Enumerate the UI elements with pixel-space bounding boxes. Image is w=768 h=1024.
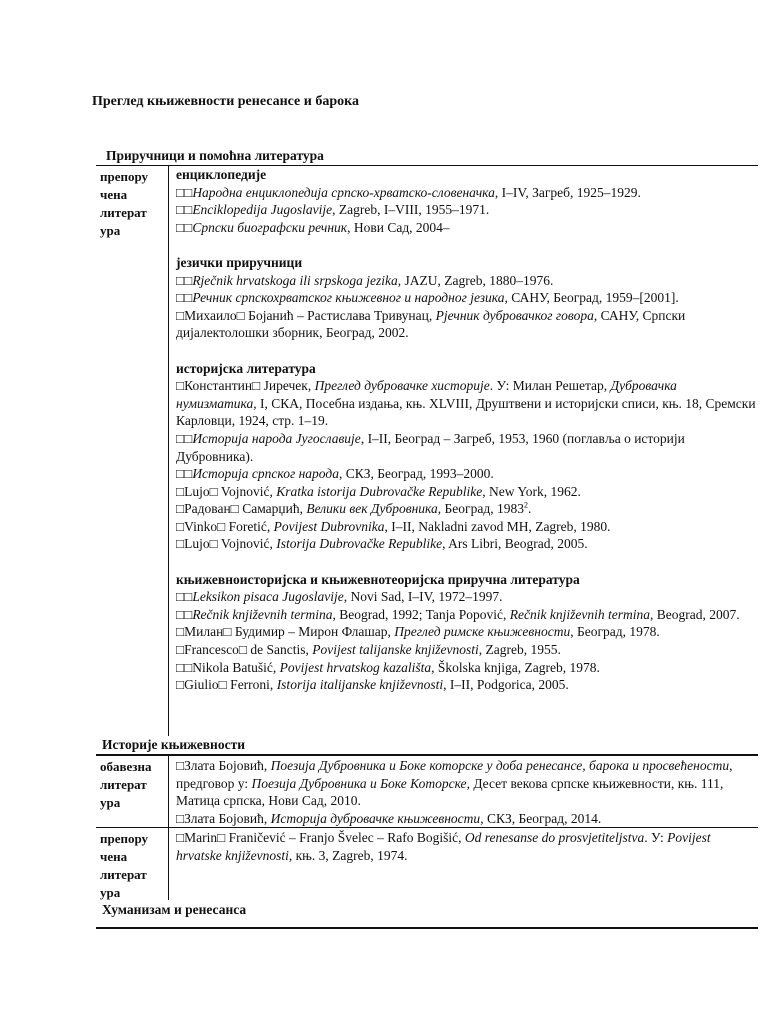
group-heading: енциклопедије — [176, 167, 267, 182]
entry-title: Дубровачка нумизматика — [176, 378, 677, 411]
entry-title: Речник српскохрватског књижевног и народног језика — [192, 290, 505, 306]
bibliography-entry: □Злата Бојовић, Историја дубровачке књижевности, СКЗ, Београд, 2014. — [176, 810, 602, 826]
table-column-divider — [168, 166, 169, 736]
bibliography-entry: □Marin□ Franičević – Franjo Švelec – Rafo Bogišić, Od renesanse do prosvjetiteljstva. У: Povijest hrvatske književnosti, књ. 3, Zagreb, 1974. — [176, 830, 711, 863]
group-spacer — [176, 236, 758, 254]
bibliography-entry: □Francesco□ de Sanctis, Povijest talijanske književnosti, Zagreb, 1955. — [176, 642, 561, 658]
entry-title: Историја дубровачке књижевности — [270, 810, 481, 826]
section-heading-histories: Историје књижевности — [102, 737, 245, 752]
entry-title: Rječnik hrvatskoga ili srpskoga jezika — [192, 272, 398, 288]
entry-title: Рјечник дубровачког говора — [435, 307, 594, 323]
entry-title: Српски биографски речник — [192, 219, 348, 235]
group-heading: језички приручници — [176, 254, 303, 270]
group-spacer — [176, 553, 758, 571]
row-label-required: обавезна литерат ура — [100, 759, 152, 810]
bibliography-entry: □Giulio□ Ferroni, Istorija italijanske književnosti, I–II, Podgorica, 2005. — [176, 677, 569, 693]
entry-title: Povijest Dubrovnika — [273, 518, 385, 534]
entry-title: Enciklopedija Jugoslavije — [192, 202, 333, 218]
table2-top-rule — [96, 754, 758, 756]
row-label-recommended: препору чена литерат ура — [100, 169, 149, 238]
bibliography-entry: □Милан□ Будимир – Мирон Флашар, Преглед римске књижевности, Београд, 1978. — [176, 624, 660, 640]
section-heading-reference: Приручници и помоћна литература — [106, 148, 324, 163]
bibliography-entry: □Lujo□ Vojnović, Kratka istorija Dubrovačke Republike, New York, 1962. — [176, 483, 581, 499]
reference-list — [176, 166, 758, 694]
entry-title: Поезија Дубровника и Боке Которске — [251, 775, 467, 791]
entry-title: Povijest hrvatskog kazališta — [279, 659, 432, 675]
edition-superscript: 2 — [523, 500, 528, 510]
section-heading-humanism: Хуманизам и ренесанса — [102, 902, 247, 917]
entry-title: Povijest talijanske književnosti — [312, 642, 479, 658]
entry-title: Rečnik književnih termina — [192, 606, 333, 622]
bibliography-entry: □□Српски биографски речник, Нови Сад, 2004– — [176, 219, 450, 235]
bibliography-entry: □Vinko□ Foretić, Povijest Dubrovnika, I–II, Nakladni zavod MH, Zagreb, 1980. — [176, 518, 611, 534]
entry-title: Поезија Дубровника и Боке которске у доба ренесансе, барока и просвећености — [270, 758, 730, 773]
table2-column-divider — [168, 756, 169, 900]
bibliography-entry: □□Историја народа Југославије, I–II, Београд – Загреб, 1953, 1960 (поглавља о историји Дубровника). — [176, 430, 685, 464]
bibliography-entry: □□Rečnik književnih termina, Beograd, 1992; Tanja Popović, Rečnik književnih termina, Beograd, 2007. — [176, 606, 740, 622]
bibliography-entry: □□Leksikon pisaca Jugoslavije, Novi Sad, I–IV, 1972–1997. — [176, 589, 503, 605]
entry-title: Преглед дубровачке хисторије — [314, 378, 490, 394]
bibliography-entry: □Lujo□ Vojnović, Istorija Dubrovačke Republike, Ars Libri, Beograd, 2005. — [176, 536, 588, 552]
entry-title: Kratka istorija Dubrovačke Republike — [276, 483, 483, 499]
required-list — [176, 757, 758, 827]
entry-title: Od renesanse do prosvjetiteljstva — [464, 830, 645, 845]
entry-title: Istorija Dubrovačke Republike — [276, 536, 443, 552]
bibliography-entry: □Злата Бојовић, Поезија Дубровника и Боке которске у доба ренесансе, барока и просвећености, предговор у: Поезија Дубровника и Боке Которске, Десет векова српске књижевности, књ. 111, Матица српска, Нови Сад, 2010. — [176, 758, 733, 809]
bibliography-entry: □Константин□ Јиречек, Преглед дубровачке хисторије. У: Милан Решетар, Дубровачка нумизматика, I, СКА, Посебна издања, књ. XLVIII, Друштвени и историјски списи, књ. 18, Сремски Карловци, 1924, стр. 1–19. — [176, 378, 756, 429]
entry-title: Rečnik književnih termina — [509, 606, 650, 622]
entry-title: Povijest hrvatske književnosti — [176, 830, 711, 863]
entry-title: Istorija italijanske književnosti — [276, 677, 444, 693]
entry-title: Историја народа Југославије — [192, 430, 361, 446]
bibliography-entry: □□Историја српског народа, СКЗ, Београд, 1993–2000. — [176, 466, 494, 482]
bibliography-entry: □□Rječnik hrvatskoga ili srpskoga jezika, JAZU, Zagreb, 1880–1976. — [176, 272, 554, 288]
bibliography-entry: □Радован□ Самарџић, Велики век Дубровника, Београд, 1983$^2$. — [176, 500, 532, 517]
entry-title: Народна енциклопедија српско-хрватско-словеначка — [192, 184, 495, 200]
entry-title: Leksikon pisaca Jugoslavije — [192, 589, 344, 605]
document-title: Преглед књижевности ренесансе и барока — [92, 94, 359, 109]
recommended-list-2 — [176, 829, 758, 864]
bibliography-entry: □□Народна енциклопедија српско-хрватско-словеначка, I–IV, Загреб, 1925–1929. — [176, 184, 641, 200]
group-spacer — [176, 342, 758, 360]
group-heading: историјска литература — [176, 360, 316, 376]
group-heading: књижевноисторијска и књижевнотеоријска приручна литература — [176, 571, 580, 587]
bibliography-entry: □□Речник српскохрватског књижевног и народног језика, САНУ, Београд, 1959–[2001]. — [176, 290, 679, 306]
row-label-recommended-2: препору чена литерат ура — [100, 831, 149, 900]
bibliography-entry: □□Nikola Batušić, Povijest hrvatskog kazališta, Školska knjiga, Zagreb, 1978. — [176, 659, 600, 675]
entry-title: Преглед римске књижевности — [394, 624, 571, 640]
entry-title: Историја српског народа — [192, 466, 339, 482]
entry-title: Велики век Дубровника — [306, 501, 438, 517]
bottom-rule — [96, 927, 758, 929]
bibliography-entry: □□Enciklopedija Jugoslavije, Zagreb, I–VIII, 1955–1971. — [176, 202, 490, 218]
bibliography-entry: □Михаило□ Бојанић – Растислава Тривунац, Рјечник дубровачког говора, САНУ, Српски дијалектолошки зборник, Београд, 2002. — [176, 307, 686, 341]
